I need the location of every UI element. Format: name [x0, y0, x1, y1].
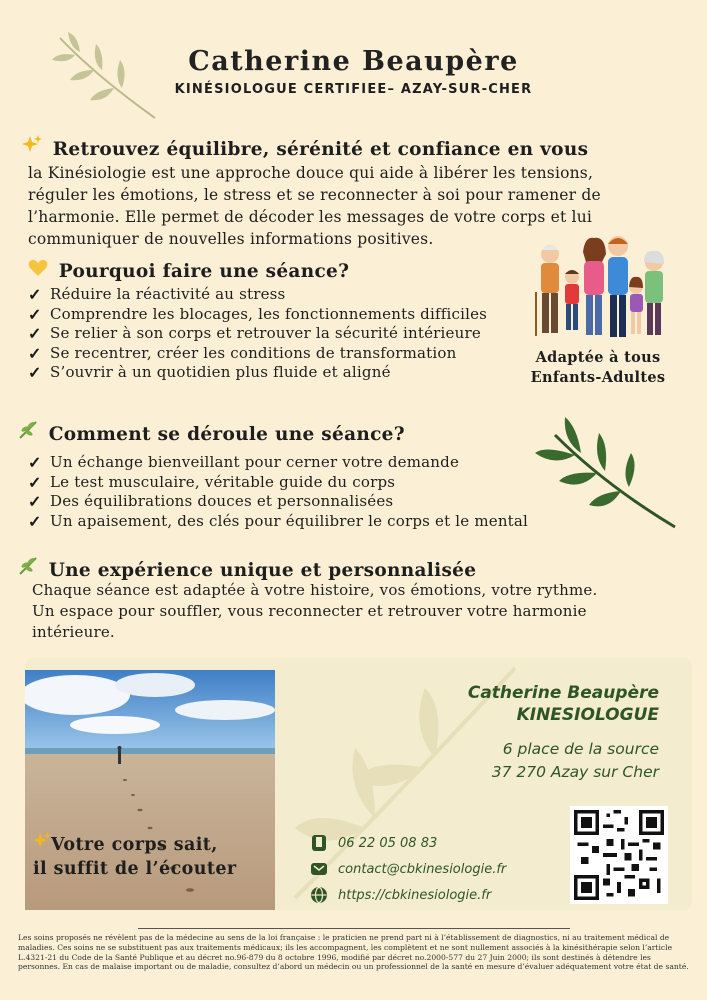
list-item: ✓ Comprendre les blocages, les fonctionnements difficiles — [28, 304, 488, 324]
yellow-heart-icon — [28, 259, 52, 282]
list-item: ✓ S’ouvrir à un quotidien plus fluide et aligné — [28, 363, 391, 383]
globe-icon — [310, 886, 328, 904]
list-item: ✓ Se recentrer, créer les conditions de transformation — [28, 343, 457, 363]
list-item: ✓ Réduire la réactivité au stress — [28, 285, 286, 304]
qr-code[interactable] — [570, 806, 668, 904]
leaf-branch-decoration — [50, 30, 160, 125]
contact-lines — [310, 830, 506, 908]
phone-line[interactable] — [310, 830, 506, 856]
family-illustration — [530, 232, 665, 342]
check-mark-icon: ✓ — [28, 324, 42, 344]
check-mark-icon: ✓ — [28, 285, 42, 304]
phone-number[interactable]: 06 22 05 08 83 — [338, 835, 438, 851]
page-subtitle: KINÉSIOLOGUE CERTIFIEE– AZAY-SUR-CHER — [174, 82, 533, 97]
divider — [138, 928, 570, 929]
sparkles-icon — [22, 135, 46, 160]
intro-line: l’harmonie. Elle permet de décoder les messages de votre corps et lui — [28, 208, 593, 226]
phone-icon — [310, 834, 328, 852]
check-mark-icon: ✓ — [28, 472, 42, 492]
list-item: ✓ Le test musculaire, véritable guide du corps — [28, 472, 396, 492]
check-mark-icon: ✓ — [28, 492, 42, 512]
intro-heading: Retrouvez équilibre, sérénité et confiance en vous — [52, 139, 589, 160]
list-item: ✓ Un échange bienveillant pour cerner votre demande — [28, 453, 460, 472]
list-item: ✓ Se relier à son corps et retrouver la sécurité intérieure — [28, 324, 481, 344]
experience-line: intérieure. — [32, 623, 115, 641]
why-heading: Pourquoi faire une séance? — [58, 261, 350, 282]
check-mark-icon: ✓ — [28, 363, 42, 383]
experience-line: Un espace pour souffler, vous reconnecter et retrouver votre harmonie — [32, 602, 587, 620]
contact-title: KINESIOLOGUE — [516, 705, 659, 725]
intro-line: communiquer de nouvelles informations positives. — [28, 230, 434, 248]
check-mark-icon: ✓ — [28, 304, 42, 324]
contact-name-block — [468, 682, 659, 726]
contact-name: Catherine Beaupère — [467, 683, 659, 703]
why-heading-row — [28, 259, 349, 282]
intro-line: la Kinésiologie est une approche douce qui aide à libérer les tensions, — [28, 164, 594, 182]
check-mark-icon: ✓ — [28, 511, 42, 531]
list-item: ✓ Des équilibrations douces et personnalisées — [28, 492, 394, 512]
list-item: ✓ Un apaisement, des clés pour équilibrer le corps et le mental — [28, 511, 529, 531]
audience-badge: Adaptée à tous Enfants-Adultes — [530, 349, 666, 386]
intro-heading-row — [22, 135, 588, 160]
intro-line: réguler les émotions, le stress et se reconnecter à soi pour ramener de — [28, 186, 601, 204]
quote-text: Votre corps sait, il suffit de l’écouter — [33, 832, 273, 881]
contact-address: 6 place de la source 37 270 Azay sur Cher — [491, 740, 659, 781]
experience-paragraph — [32, 580, 692, 643]
website-link[interactable]: https://cbkinesiologie.fr — [338, 887, 492, 903]
experience-line: Chaque séance est adaptée à votre histoire, vos émotions, votre rythme. — [32, 581, 598, 599]
page-title: Catherine Beaupère — [188, 46, 519, 77]
session-heading: Comment se déroule une séance? — [48, 424, 405, 445]
herb-icon — [18, 556, 42, 581]
experience-heading-row — [18, 556, 476, 581]
email-link[interactable]: contact@cbkinesiologie.fr — [338, 861, 507, 877]
session-heading-row — [18, 420, 405, 445]
website-line[interactable] — [310, 882, 506, 908]
olive-branch-decoration — [535, 415, 680, 535]
check-mark-icon: ✓ — [28, 343, 42, 363]
legal-disclaimer: Les soins proposés ne révèlent pas de la médecine au sens de la loi française : le praticien ne prend part ni à l’établissement de diagnostics, ni au traitement médical de maladies. Ces soins ne se substituent pas aux traitements médicaux; ils les accompagnent, les complètent et ne sont nullement associés à la kinésithérapie selon l’article L.4321-21 du Code de la Santé Publique et au décret no.96-879 du 8 octobre 1996, modifié par décret no.2000-577 du 27 Juin 2000; ils sont destinés à détendre les personnes. En cas de malaise important ou de maladie, consultez d’abord un médecin ou un professionnel de la santé en mesure d’évaluer adéquatement votre état de santé. — [18, 933, 689, 972]
sparkles-icon — [33, 835, 51, 855]
herb-icon — [18, 420, 42, 445]
experience-heading: Une expérience unique et personnalisée — [48, 560, 477, 581]
session-list — [28, 453, 568, 531]
why-list — [28, 285, 548, 383]
mail-icon — [310, 860, 328, 878]
check-mark-icon: ✓ — [28, 453, 42, 472]
email-line[interactable] — [310, 856, 506, 882]
